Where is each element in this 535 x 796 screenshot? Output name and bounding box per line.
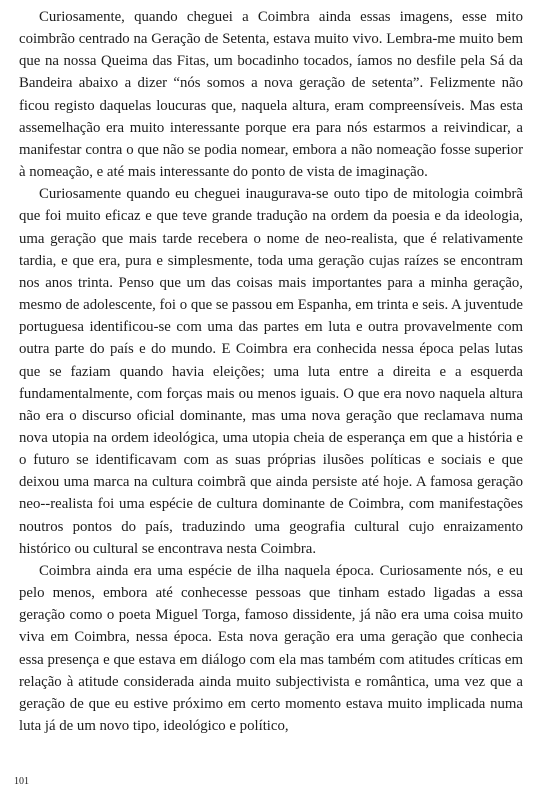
paragraph: Curiosamente, quando cheguei a Coimbra ainda essas imagens, esse mito coimbrão centrado na Geração de Setenta, estava muito vivo. Lembra-me muito bem que na nossa Queima das Fitas, um bocadinho tocados, íamos no desfile pela Sá da Bandeira abaixo a dizer “nós somos a nova geração de setenta”. Felizmente não ficou registo daquelas loucuras que, naquela altura, eram compreensíveis. Mas esta assemelhação era muito interessante porque era para nós estarmos a reivindicar, a manifestar contra o que não se podia nomear, embora a não nomeação fosse superior à nomeação, e até mais interessante do ponto de vista de imaginação.: [19, 9, 523, 181]
page-body: [19, 6, 523, 737]
paragraph: Coimbra ainda era uma espécie de ilha naquela época. Curiosamente nós, e eu pelo menos, embora até conhecesse pessoas que tinham estado ligadas a essa geração como o poeta Miguel Torga, famoso dissidente, já não era uma coisa muito viva em Coimbra, nessa época. Esta nova geração era uma geração que conhecia essa presença e que estava em diálogo com ela mas também com atitudes críticas em relação à atitude considerada ainda muito subjectivista e romântica, uma vez que a geração de que eu estive próximo em certo momento estava muito implicada numa luta já de um novo tipo, ideológico e político,: [19, 562, 523, 734]
paragraph: Curiosamente quando eu cheguei inaugurava-se outo tipo de mitologia coimbrã que foi muito eficaz e que teve grande tradução na ordem da poesia e da ideologia, uma geração que mais tarde recebera o nome de neo-realista, que é relativamente tardia, e que era, pura e simplesmente, toda uma geração cujas raízes se encontram nos anos trinta. Penso que um das coisas mais importantes para a minha geração, mesmo de adolescente, foi o que se passou em Espanha, em trinta e seis. A juventude portuguesa identificou-se com uma das partes em luta e outra provavelmente com outra parte do país e do mundo. E Coimbra era conhecida nessa época pelas lutas que se faziam quando havia eleições; uma luta entre a direita e a esquerda fundamentalmente, com forças mais ou menos iguais. O que era novo naquela altura não era o discurso oficial dominante, mas uma nova geração que reclamava numa nova utopia na ordem ideológica, uma utopia cheia de esperança em que a história e o futuro se identificavam com as suas próprias ilusões políticas e sociais e que deixou uma marca na cultura coimbrã que ainda persiste até hoje. A famosa geração neo--realista foi uma espécie de cultura dominante de Coimbra, com manifestações noutros pontos do país, traduzindo uma geografia cultural cujo enraizamento histórico ou cultural se encontrava nesta Coimbra.: [19, 186, 523, 557]
page-number: 101: [14, 776, 29, 787]
